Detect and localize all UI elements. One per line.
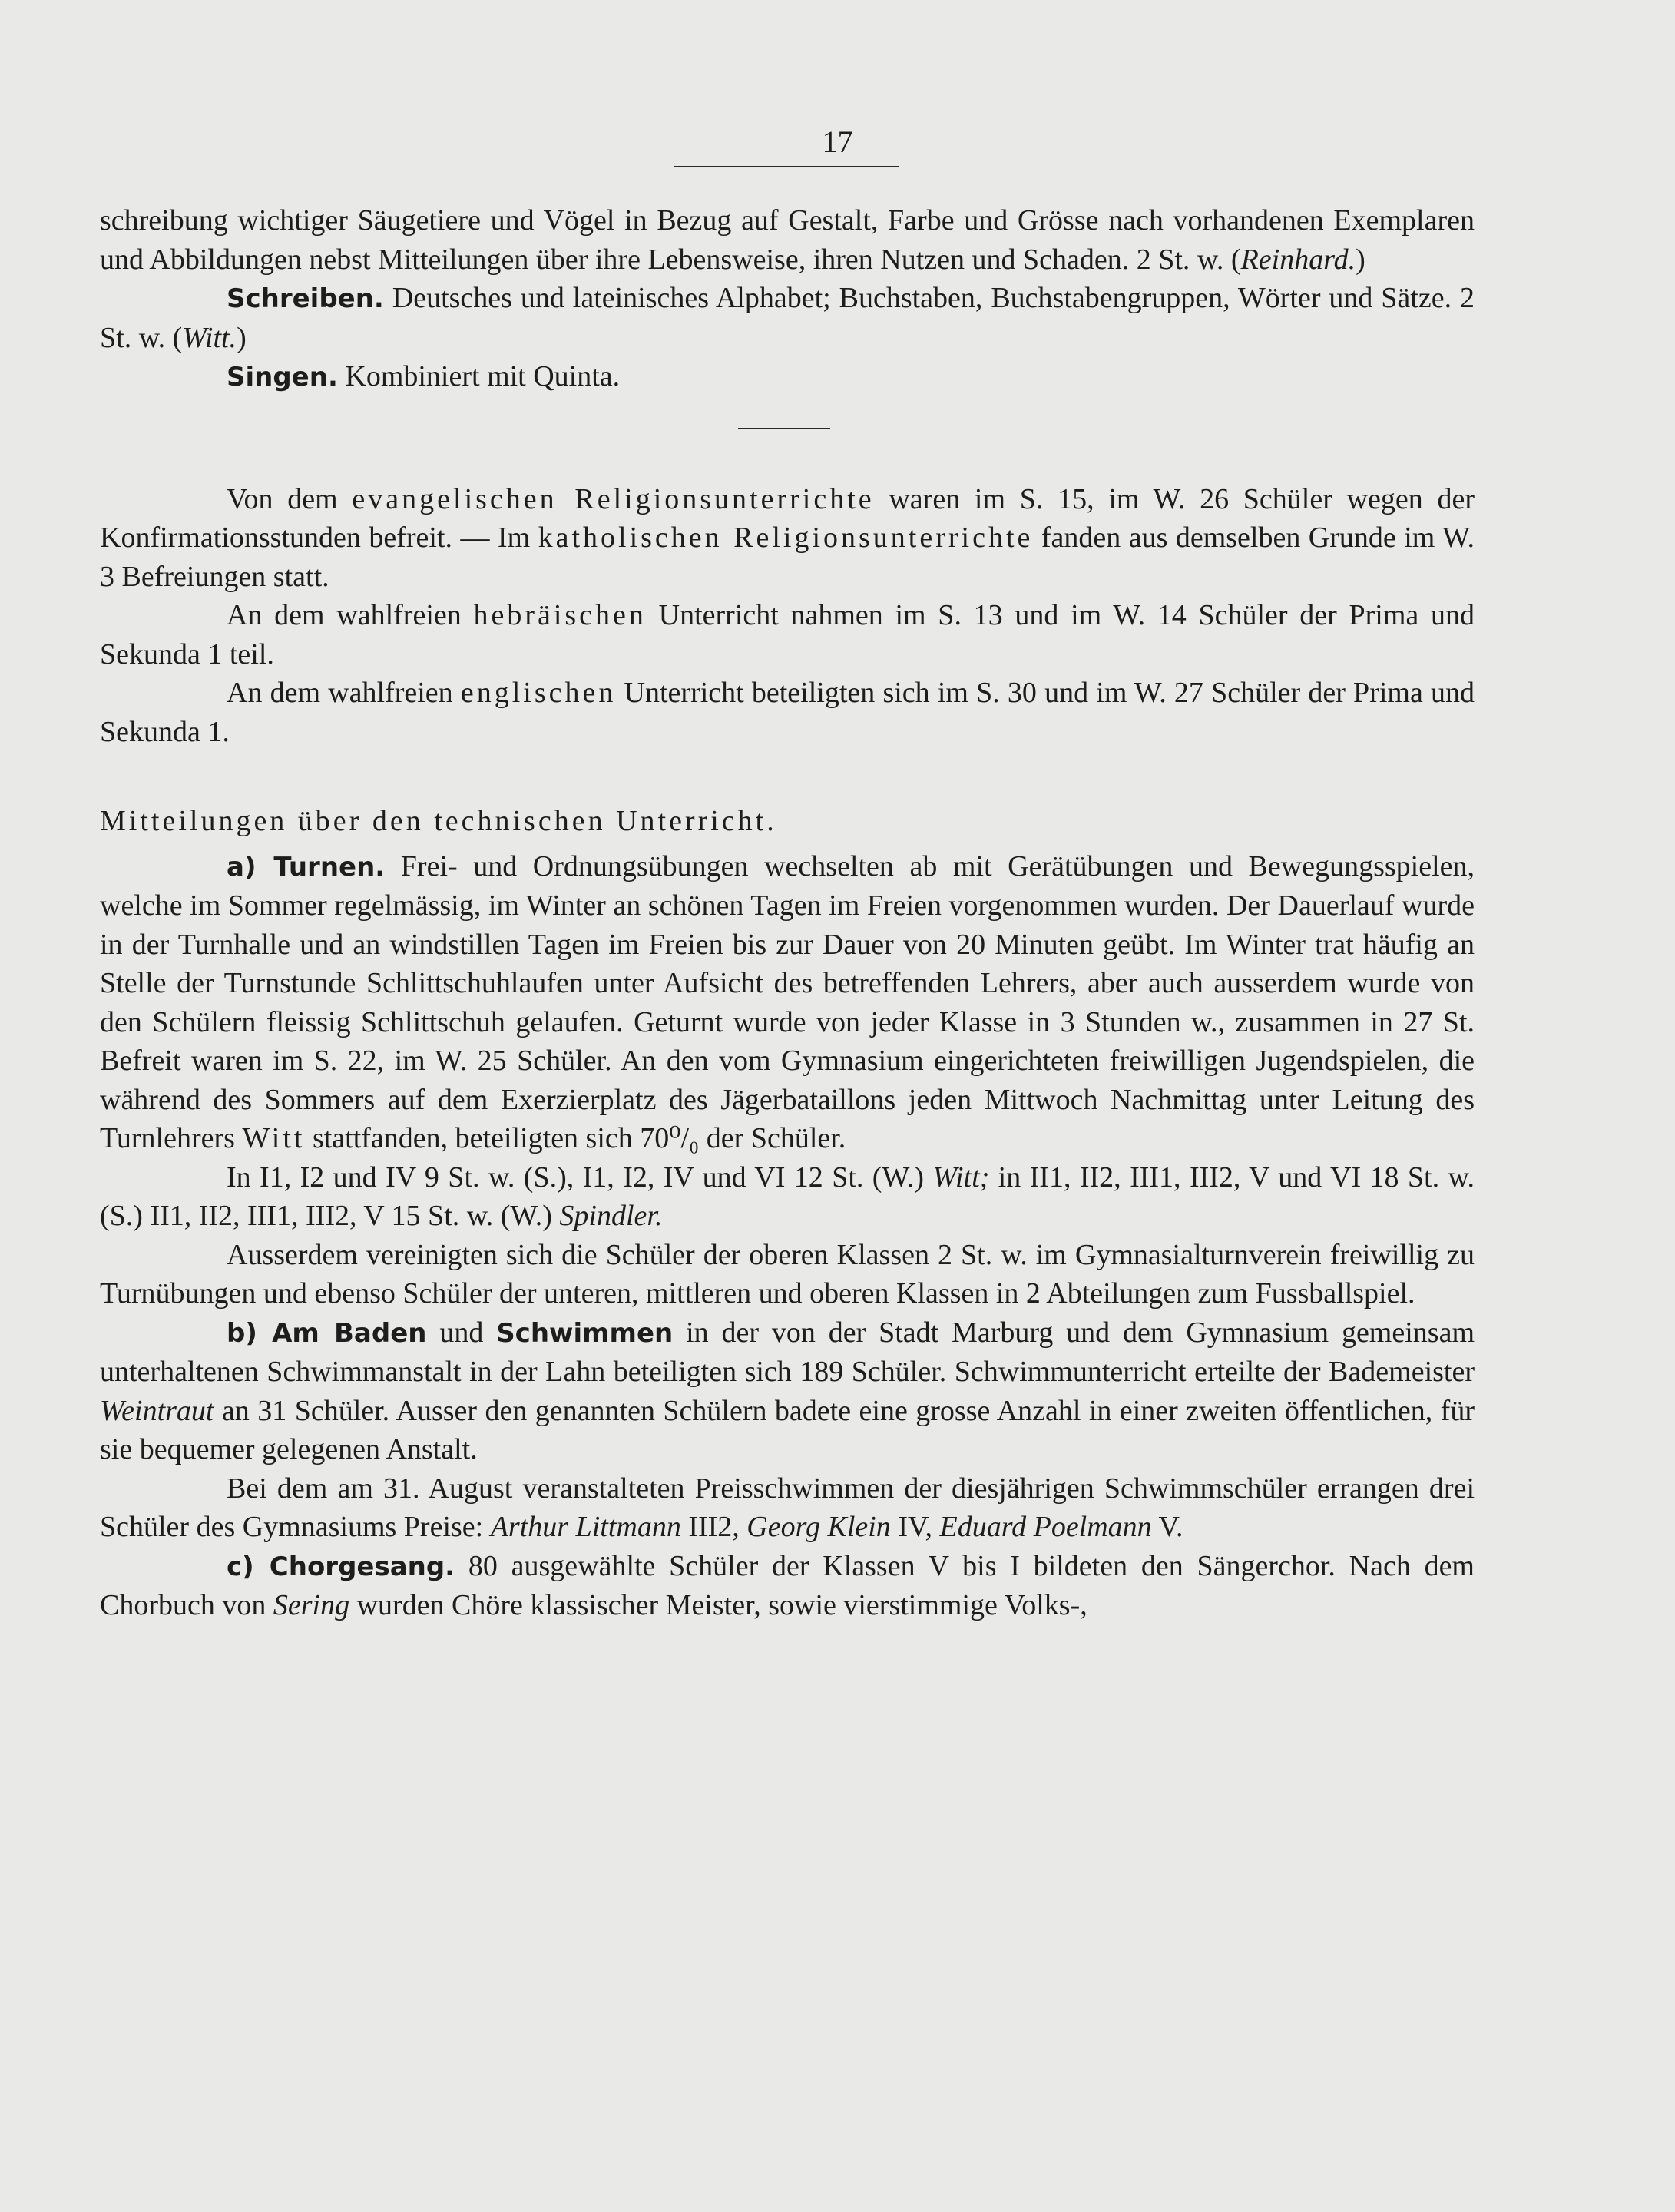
english-text: Unterricht beteiligten sich im S. 30 und im W. 27 Schüler der Prima und Sekunda 1. — [100, 677, 1475, 748]
paragraph-turnen — [100, 847, 1475, 1158]
religion-text: Von dem — [227, 482, 353, 515]
spaced-term: katholischen Religionsunterrichte — [538, 522, 1034, 554]
paragraph-classes — [100, 1158, 1475, 1236]
paragraph-english — [100, 674, 1475, 751]
subject-label: a) Turnen. — [227, 851, 386, 882]
paragraph-schreiben — [100, 279, 1475, 357]
body-text — [100, 201, 1475, 1625]
winner-name: Arthur Littmann — [490, 1511, 681, 1543]
paragraph-religion — [100, 480, 1475, 597]
preis-class: V. — [1151, 1511, 1183, 1543]
paragraph-verein: Ausserdem vereinigten sich die Schüler der oberen Klassen 2 St. w. im Gymnasialturnverein freiwillig zu Turnübungen und ebenso Schüler der unteren, mittleren und oberen Klassen in 2 Abteilungen zum Fussballspiel. — [100, 1238, 1475, 1310]
religion-text: waren im S. 15, im W. 26 Schüler wegen der Konfirmationsstunden befreit. — Im — [100, 482, 1475, 554]
teacher-name: Witt — [242, 1122, 306, 1154]
section-divider — [738, 428, 830, 429]
hebrew-text: Unterricht nahmen im S. 13 und im W. 14 Schüler der Prima und Sekunda 1 teil. — [100, 599, 1475, 671]
intro-end: ) — [1356, 243, 1365, 276]
paragraph-hebrew — [100, 596, 1475, 674]
english-text: An dem wahlfreien — [227, 677, 461, 709]
turnen-text: Frei- und Ordnungsübungen wechselten ab mit Gerätübungen und Bewegungsspielen, welche im Sommer regelmässig, im Winter an schönen Tagen im Freien vorgenommen wurden. Der Dauerlauf wurde in der Turnhalle und an windstillen Tagen im Freien bis zur Dauer von 20 Minuten geübt. Im Winter trat häufig an Stelle der Turnstunde Schlittschuhlaufen unter Aufsicht des betreffenden Lehrers, aber auch ausserdem wurde von den Schülern fleissig Schlittschuh gelaufen. Geturnt wurde von jeder Klasse in 3 Stunden w., zusammen in 27 St. Befreit waren im S. 22, im W. 25 Schüler. An den vom Gymnasium eingerichteten freiwilligen Jugendspielen, die während des Sommers auf dem Exerzierplatz des Jägerbataillons jeden Mittwoch Nachmittag unter Leitung des Turnlehrers — [100, 849, 1475, 1154]
teacher-name: Spindler. — [559, 1200, 663, 1232]
subject-label: c) Chorgesang. — [227, 1551, 455, 1582]
preis-class: IV, — [890, 1511, 940, 1543]
teacher-name: Weintraut — [100, 1394, 214, 1427]
preis-class: III2, — [680, 1511, 747, 1543]
turnen-text: stattfanden, beteiligten sich 70⁰/₀ der Schüler. — [305, 1122, 846, 1154]
spaced-term: evangelischen Religionsunterrichte — [352, 482, 875, 515]
subject-label: Baden — [334, 1317, 427, 1349]
book-name: Sering — [273, 1589, 350, 1621]
teacher-name: Witt. — [182, 321, 237, 354]
subject-label: Singen. — [227, 362, 338, 392]
paragraph-chor — [100, 1547, 1475, 1625]
singen-text: Kombiniert mit Quinta. — [337, 360, 621, 392]
subject-label: b) Am — [227, 1317, 334, 1349]
classes-text: In I1, I2 und IV 9 St. w. (S.), I1, I2, IV und VI 12 St. (W.) — [227, 1161, 933, 1194]
subject-label: Schreiben. — [227, 283, 384, 314]
paragraph-singen — [100, 357, 1475, 397]
preis-text: Bei dem am 31. August veranstalteten Preisschwimmen der diesjährigen Schwimmschüler errangen drei Schüler des Gymnasiums Preise: — [100, 1472, 1475, 1543]
baden-text: und — [426, 1316, 497, 1349]
paragraph-baden — [100, 1313, 1475, 1469]
religion-text: fanden aus demselben Grunde im W. 3 Befreiungen statt. — [100, 522, 1475, 593]
page-number: 17 — [822, 124, 853, 159]
paragraph-preis — [100, 1469, 1475, 1547]
baden-text: in der von der Stadt Marburg und dem Gymnasium gemeinsam unterhaltenen Schwimmanstalt in der Lahn beteiligten sich 189 Schüler. Schwimmunterricht erteilte der Bademeister — [100, 1316, 1475, 1388]
spaced-term: hebräischen — [473, 599, 647, 631]
intro-text: schreibung wichtiger Säugetiere und Vögel in Bezug auf Gestalt, Farbe und Grösse nach vorhandenen Exemplaren und Abbildungen nebst Mitteilungen über ihre Lebensweise, ihren Nutzen und Schaden. 2 St. w. ( — [100, 204, 1475, 276]
schreiben-end: ) — [237, 321, 247, 354]
schreiben-text: Deutsches und lateinisches Alphabet; Buchstaben, Buchstabengruppen, Wörter und Sätze. 2 St. w. ( — [100, 282, 1475, 354]
winner-name: Georg Klein — [746, 1511, 891, 1543]
chor-text: wurden Chöre klassischer Meister, sowie vierstimmige Volks-, — [349, 1589, 1087, 1621]
section-heading: Mitteilungen über den technischen Unterricht. — [100, 805, 777, 837]
classes-text: in II1, II2, III1, III2, V und VI 18 St. w. (S.) II1, II2, III1, III2, V 15 St. w. (W.) — [100, 1161, 1475, 1232]
teacher-name: Reinhard. — [1240, 243, 1356, 276]
paragraph-intro — [100, 201, 1475, 279]
spaced-term: englischen — [460, 677, 617, 709]
teacher-name: Witt; — [932, 1161, 990, 1194]
hebrew-text: An dem wahlfreien — [227, 599, 474, 631]
subject-label: Schwimmen — [496, 1317, 674, 1349]
chor-text: 80 ausgewählte Schüler der Klassen V bis I bildeten den Sängerchor. Nach dem Chorbuch von — [100, 1549, 1475, 1621]
winner-name: Eduard Poelmann — [939, 1511, 1152, 1543]
baden-text: an 31 Schüler. Ausser den genannten Schülern badete eine grosse Anzahl in einer zweiten öffentlichen, für sie bequemer gelegenen Anstalt. — [100, 1394, 1475, 1465]
page-number-rule — [674, 166, 899, 167]
